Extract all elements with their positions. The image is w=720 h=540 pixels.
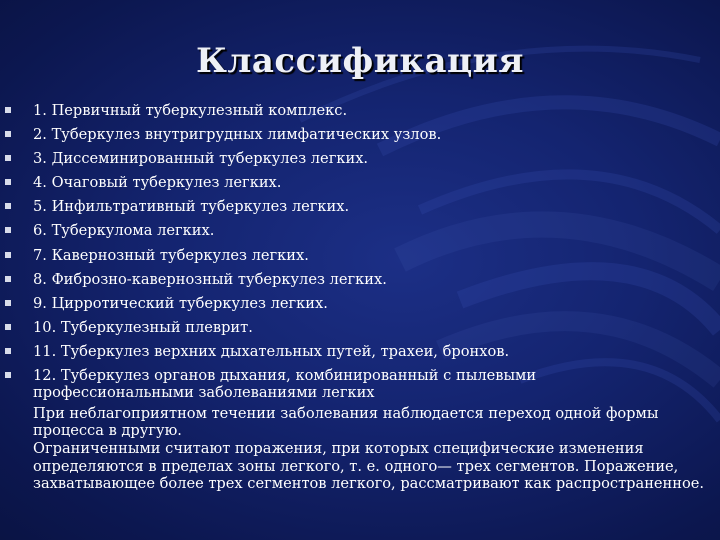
list-item xyxy=(0,219,720,243)
square-bullet-icon xyxy=(5,155,11,161)
list-item-text: 10. Туберкулезный плеврит. xyxy=(33,318,253,336)
note-paragraph-extent: Ограниченными считают поражения, при которых специфические изменения определяются в пределах зоны легкого, т. е. одного— трех сегментов. Поражение, захватывающее более трех сегментов легкого, рассматривают как распространенное. xyxy=(33,440,705,492)
list-item xyxy=(0,316,720,340)
list-item xyxy=(0,195,720,219)
list-item xyxy=(0,99,720,123)
list-item xyxy=(0,147,720,171)
list-item-text: 1. Первичный туберкулезный комплекс. xyxy=(33,102,348,119)
square-bullet-icon xyxy=(5,276,11,282)
list-item-text: 4. Очаговый туберкулез легких. xyxy=(33,174,282,192)
list-item-text: 9. Цирротический туберкулез легких. xyxy=(33,294,328,312)
notes-block xyxy=(33,405,713,493)
square-bullet-icon xyxy=(5,348,11,354)
list-item xyxy=(0,268,720,292)
square-bullet-icon xyxy=(5,107,11,113)
square-bullet-icon xyxy=(5,252,11,258)
list-item xyxy=(0,340,720,364)
note-paragraph-transition: При неблагоприятном течении заболевания наблюдается переход одной формы процесса в другую. xyxy=(33,405,659,440)
list-item-text: 8. Фиброзно-кавернозный туберкулез легких. xyxy=(33,270,387,288)
list-item-text: 6. Туберкулома легких. xyxy=(33,222,215,240)
list-item-text: 7. Кавернозный туберкулез легких. xyxy=(33,246,309,264)
square-bullet-icon xyxy=(5,131,11,137)
square-bullet-icon xyxy=(5,179,11,185)
list-item-text: 12. Туберкулез органов дыхания, комбинированный с пылевыми профессиональными заболеваниями легких xyxy=(33,367,537,402)
list-item-text: 2. Туберкулез внутригрудных лимфатических узлов. xyxy=(33,126,442,144)
square-bullet-icon xyxy=(5,300,11,306)
list-item xyxy=(0,244,720,268)
list-item-text: 11. Туберкулез верхних дыхательных путей, трахеи, бронхов. xyxy=(33,342,510,360)
slide-title: Классификация xyxy=(196,41,524,81)
classification-list xyxy=(0,99,720,401)
list-item-text: 5. Инфильтративный туберкулез легких. xyxy=(33,198,350,216)
list-item-text: 3. Диссеминированный туберкулез легких. xyxy=(33,150,369,168)
square-bullet-icon xyxy=(5,324,11,330)
list-item xyxy=(0,123,720,147)
list-item xyxy=(0,364,720,401)
list-item xyxy=(0,292,720,316)
square-bullet-icon xyxy=(5,203,11,209)
square-bullet-icon xyxy=(5,372,11,378)
square-bullet-icon xyxy=(5,227,11,233)
list-item xyxy=(0,171,720,195)
